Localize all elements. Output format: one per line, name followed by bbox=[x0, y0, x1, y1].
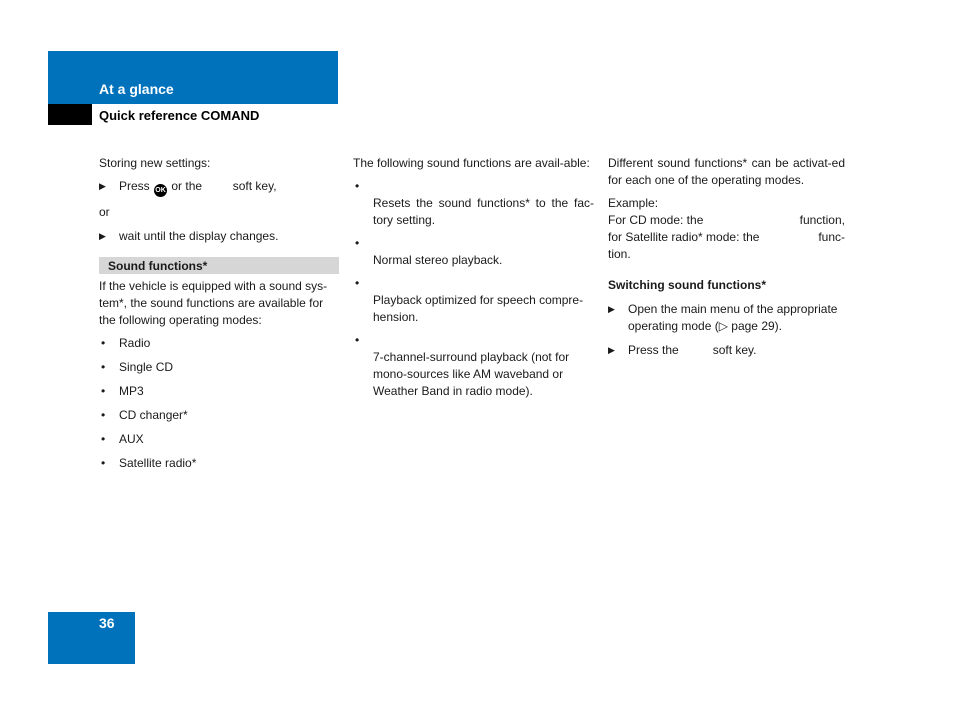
page-subtitle: Quick reference COMAND bbox=[99, 108, 260, 123]
column-left bbox=[99, 155, 339, 479]
step-text: Press bbox=[119, 179, 150, 193]
modes-list bbox=[99, 335, 339, 472]
header-marker bbox=[48, 104, 92, 125]
step-open-menu bbox=[608, 301, 845, 335]
page-number: 36 bbox=[99, 615, 115, 631]
example-label: Example: bbox=[608, 196, 659, 210]
list-item: • AUX bbox=[101, 432, 144, 446]
header-band bbox=[48, 51, 338, 104]
switching-heading: Switching sound functions* bbox=[608, 278, 766, 292]
list-item: • CD changer* bbox=[101, 408, 188, 422]
step-press-softkey: ▶ Press the soft key. bbox=[608, 343, 757, 357]
sound-functions-heading: Sound functions* bbox=[99, 257, 339, 274]
step-arrow-icon: ▶ bbox=[608, 304, 615, 314]
ok-button-icon: OK bbox=[154, 184, 167, 197]
example-line: For CD mode: the function, bbox=[608, 213, 845, 227]
sound-function-item: • Normal stereo playback. bbox=[355, 236, 503, 267]
list-item: • Single CD bbox=[101, 360, 174, 374]
modes-intro: Different sound functions* can be activat-ed for each one of the operating modes. bbox=[608, 156, 845, 187]
step-arrow-icon: ▶ bbox=[99, 181, 106, 191]
step-press-ok bbox=[99, 178, 339, 197]
step-text: soft key, bbox=[232, 179, 277, 193]
step-arrow-icon: ▶ bbox=[99, 231, 106, 241]
step-wait bbox=[99, 228, 339, 245]
sound-function-item: • Playback optimized for speech compre-hension. bbox=[355, 276, 584, 324]
column-middle bbox=[353, 155, 594, 400]
sound-function-item: • 7-channel-surround playback (not for mono-sources like AM waveband or Weather Band in radio mode). bbox=[355, 333, 570, 398]
storing-label: Storing new settings: bbox=[99, 156, 211, 170]
column-right bbox=[608, 155, 845, 359]
example-line: tion. bbox=[608, 247, 631, 261]
or-text: or bbox=[99, 205, 110, 219]
sound-function-item: • Resets the sound functions* to the fac-tory setting. bbox=[355, 179, 594, 227]
step-text: or the bbox=[171, 179, 203, 193]
section-title: At a glance bbox=[99, 81, 174, 97]
list-item: • MP3 bbox=[101, 384, 144, 398]
step-arrow-icon: ▶ bbox=[608, 345, 615, 355]
step-text: Open the main menu of the appropriate operating mode (▷ page 29). bbox=[628, 302, 838, 333]
page-number-box bbox=[48, 612, 135, 664]
step-text: wait until the display changes. bbox=[119, 229, 279, 243]
list-item: • Satellite radio* bbox=[101, 456, 197, 470]
functions-intro: The following sound functions are avail-able: bbox=[353, 156, 590, 170]
sound-intro: If the vehicle is equipped with a sound sys-tem*, the sound functions are available for the following operating modes: bbox=[99, 279, 328, 327]
list-item: • Radio bbox=[101, 336, 151, 350]
example-line: for Satellite radio* mode: the func- bbox=[608, 230, 845, 244]
